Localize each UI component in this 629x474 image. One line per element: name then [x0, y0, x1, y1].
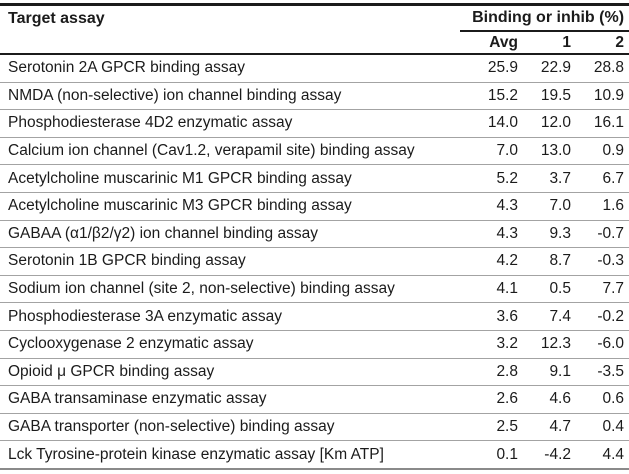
binding-group-header: Binding or inhib (%): [460, 5, 629, 32]
assay-name: Opioid μ GPCR binding assay: [0, 358, 460, 386]
assay-name: Serotonin 1B GPCR binding assay: [0, 248, 460, 276]
run1-value: -4.2: [518, 441, 571, 469]
run2-value: 0.6: [571, 386, 629, 414]
table-row: [0, 248, 629, 276]
assay-name: Phosphodiesterase 4D2 enzymatic assay: [0, 110, 460, 138]
table-row: [0, 165, 629, 193]
run2-value: -0.3: [571, 248, 629, 276]
run1-value: 3.7: [518, 165, 571, 193]
avg-value: 2.8: [460, 358, 518, 386]
assay-name: Calcium ion channel (Cav1.2, verapamil site) binding assay: [0, 137, 460, 165]
run2-value: 28.8: [571, 54, 629, 82]
run2-value: -3.5: [571, 358, 629, 386]
run2-value: 6.7: [571, 165, 629, 193]
assay-name: NMDA (non-selective) ion channel binding assay: [0, 82, 460, 110]
table-row: [0, 137, 629, 165]
assay-name: GABA transporter (non-selective) binding assay: [0, 413, 460, 441]
assay-name: GABAA (α1/β2/γ2) ion channel binding assay: [0, 220, 460, 248]
group-header-row: [0, 5, 629, 32]
assay-name: Acetylcholine muscarinic M3 GPCR binding assay: [0, 192, 460, 220]
run2-value: 0.4: [571, 413, 629, 441]
avg-value: 4.3: [460, 192, 518, 220]
assay-name: Sodium ion channel (site 2, non-selective) binding assay: [0, 275, 460, 303]
avg-value: 4.1: [460, 275, 518, 303]
table-row: [0, 386, 629, 414]
run1-value: 12.3: [518, 330, 571, 358]
run1-value: 4.7: [518, 413, 571, 441]
run1-value: 7.4: [518, 303, 571, 331]
run2-value: -6.0: [571, 330, 629, 358]
avg-value: 15.2: [460, 82, 518, 110]
run1-value: 0.5: [518, 275, 571, 303]
run2-column-header: 2: [571, 31, 629, 54]
avg-value: 7.0: [460, 137, 518, 165]
run1-value: 9.3: [518, 220, 571, 248]
assay-name: GABA transaminase enzymatic assay: [0, 386, 460, 414]
assay-name: Cyclooxygenase 2 enzymatic assay: [0, 330, 460, 358]
run1-value: 19.5: [518, 82, 571, 110]
table-row: [0, 330, 629, 358]
avg-value: 3.6: [460, 303, 518, 331]
assay-name: Phosphodiesterase 3A enzymatic assay: [0, 303, 460, 331]
table-row: [0, 275, 629, 303]
table-row: [0, 358, 629, 386]
run2-value: -0.2: [571, 303, 629, 331]
table-row: [0, 303, 629, 331]
avg-value: 4.2: [460, 248, 518, 276]
avg-value: 3.2: [460, 330, 518, 358]
run1-value: 22.9: [518, 54, 571, 82]
run2-value: 4.4: [571, 441, 629, 469]
run2-value: 1.6: [571, 192, 629, 220]
run2-value: 16.1: [571, 110, 629, 138]
assay-name: Acetylcholine muscarinic M1 GPCR binding assay: [0, 165, 460, 193]
run1-value: 13.0: [518, 137, 571, 165]
table-row: [0, 413, 629, 441]
table-row: [0, 54, 629, 82]
avg-value: 14.0: [460, 110, 518, 138]
run2-value: 0.9: [571, 137, 629, 165]
avg-value: 5.2: [460, 165, 518, 193]
table-body: [0, 54, 629, 469]
assay-results-table: [0, 3, 629, 470]
avg-value: 2.6: [460, 386, 518, 414]
avg-column-header: Avg: [460, 31, 518, 54]
assay-name: Serotonin 2A GPCR binding assay: [0, 54, 460, 82]
run2-value: 10.9: [571, 82, 629, 110]
table-header: [0, 5, 629, 55]
run1-value: 12.0: [518, 110, 571, 138]
table-row: [0, 110, 629, 138]
table-row: [0, 192, 629, 220]
avg-value: 4.3: [460, 220, 518, 248]
avg-value: 0.1: [460, 441, 518, 469]
run1-value: 4.6: [518, 386, 571, 414]
table-row: [0, 441, 629, 469]
assay-name: Lck Tyrosine-protein kinase enzymatic assay [Km ATP]: [0, 441, 460, 469]
table-row: [0, 220, 629, 248]
run1-value: 9.1: [518, 358, 571, 386]
avg-value: 25.9: [460, 54, 518, 82]
avg-value: 2.5: [460, 413, 518, 441]
run2-value: -0.7: [571, 220, 629, 248]
assay-column-header: Target assay: [0, 5, 460, 55]
run1-value: 8.7: [518, 248, 571, 276]
run2-value: 7.7: [571, 275, 629, 303]
run1-column-header: 1: [518, 31, 571, 54]
run1-value: 7.0: [518, 192, 571, 220]
table-row: [0, 82, 629, 110]
